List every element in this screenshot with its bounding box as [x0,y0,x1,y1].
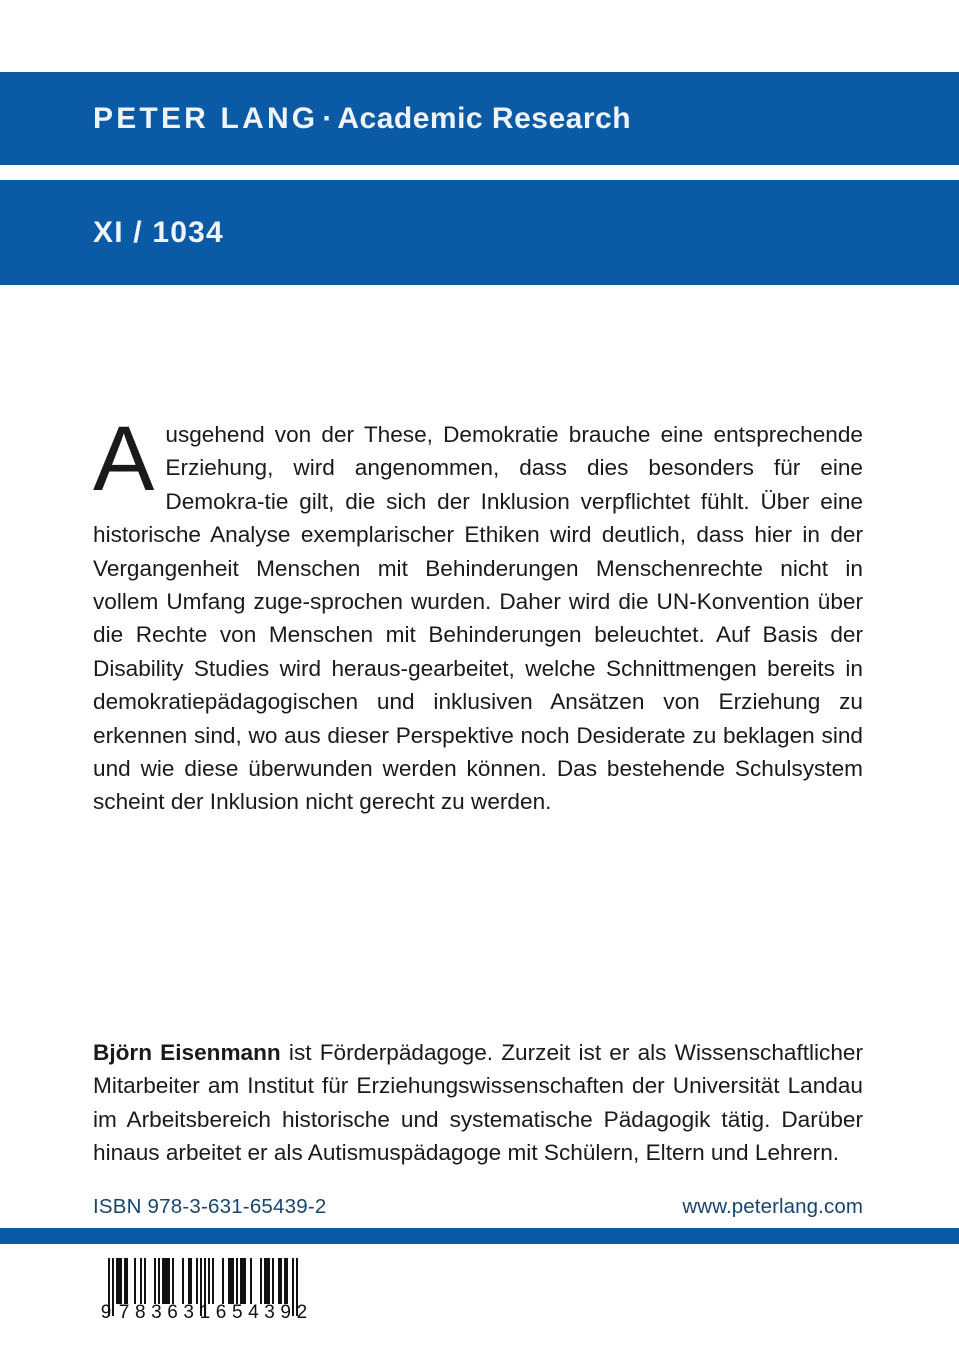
author-name: Björn Eisenmann [93,1040,281,1065]
barcode-digit: 7 [118,1302,130,1323]
blurb-text: usgehend von der These, Demokratie brauche eine entsprechende Erziehung, wird angenommen, dass dies besonders für eine Demokra-tie gilt, die sich der Inklusion verpflichtet fühlt. Über eine historische Analyse exemplarischer Ethiken wird deutlich, dass hier in der Vergangenheit Menschen mit Behinderungen Menschenrechte nicht in vollem Umfang zuge-sprochen wurden. Daher wird die UN-Konvention über die Rechte von Menschen mit Behinderungen beleuchtet. Auf Basis der Disability Studies wird heraus-gearbeitet, welche Schnittmengen bereits in demokratiepädagogischen und inklusiven Ansätzen von Erziehung zu erkennen sind, wo aus dieser Perspektive noch Desiderate zu beklagen sind und wie diese überwunden werden können. Das bestehende Schulsystem scheint der Inklusion nicht gerecht zu werden. [93,422,863,815]
series-number: XI / 1034 [93,215,224,249]
brand-separator-icon: · [322,101,334,135]
barcode-digit: 5 [231,1302,243,1323]
footer-rule [0,1228,959,1244]
barcode-space [146,1258,154,1304]
isbn-barcode [100,1258,308,1336]
barcode-bar [162,1258,170,1304]
series-number-bar [0,180,959,285]
barcode-digit: 1 [199,1302,211,1323]
book-blurb [93,408,863,819]
barcode-space [252,1258,260,1304]
barcode-space [214,1258,222,1304]
barcode-digit: 3 [151,1302,162,1323]
barcode-digit: 2 [296,1302,308,1323]
barcode-digit: 9 [280,1302,291,1323]
barcode-left-group [116,1302,213,1324]
publisher-brand-bar [0,72,959,165]
barcode-digit: 3 [264,1302,275,1323]
barcode-digit: 6 [167,1302,178,1323]
barcode-right-group [213,1302,310,1324]
barcode-digit: 6 [215,1302,227,1323]
isbn-website-row [93,1192,863,1222]
barcode-digits [96,1302,310,1324]
publisher-brand-text [93,102,631,136]
barcode-digit: 8 [134,1302,146,1323]
blurb-dropcap: A [93,408,155,510]
barcode-lead-digit: 9 [100,1302,112,1323]
imprint-name: Academic Research [337,101,632,135]
publisher-website-link[interactable]: www.peterlang.com [682,1195,863,1218]
author-bio [93,1036,863,1170]
isbn-text: ISBN 978-3-631-65439-2 [93,1195,327,1218]
barcode-digit: 4 [248,1302,259,1323]
author-bio-text: ist Förderpädagoge. Zurzeit ist er als Wissenschaftlicher Mitarbeiter am Institut für Erziehungswissenschaften der Universität Landau im Arbeitsbereich historische und systematische Pädagogik tätig. Darüber hinaus arbeitet er als Autismuspädagoge mit Schülern, Eltern und Lehrern. [93,1040,863,1166]
barcode-digit: 3 [183,1302,194,1323]
publisher-name: PETER LANG [93,101,319,135]
barcode-space [174,1258,182,1304]
